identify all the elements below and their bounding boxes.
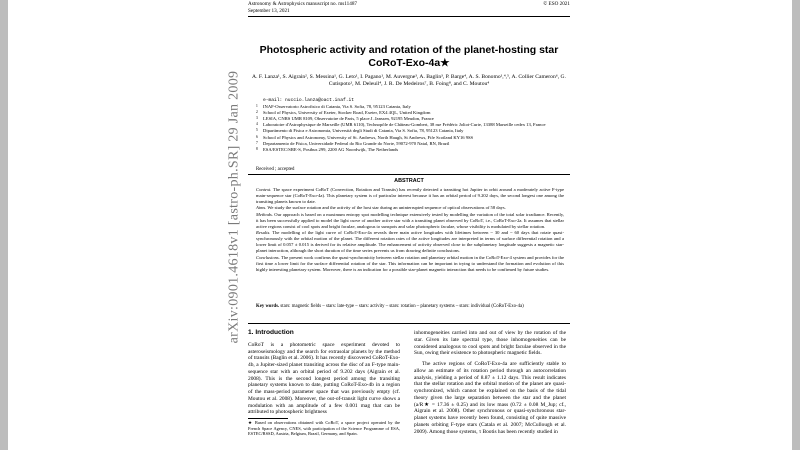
paper-page <box>244 0 574 450</box>
right-paragraph-2: The active regions of CoRoT-Exo-4a are sufficiently stable to allow an estimate of its rotation period through an autocorrelation analysis, yielding a period of 8.87 ± 1.12 days. This result indicates that the stellar rotation and the orbital motion of the planet are quasi-synchronized, which cannot be explained on the basis of the tidal theory given the large separation between the star and the planet (a/R★ = 17.36 ± 0.25) and its low mass (0.72 ± 0.08 M_Jup; cf., Aigrain et al. 2008). Other synchronous or quasi-synchronous star-planet systems have recently been found, consisting of quite massive planets orbiting F-type stars (Catala et al. 2007; McCullough et al. 2009). Among those systems, τ Bootis has been recently studied in <box>414 361 566 435</box>
affiliation-item: 7 Departamento de Física, Universidade Federal do Rio Grande do Norte, 59072-970 Natal, RN, Brazil <box>256 140 450 146</box>
left-margin-strip <box>0 0 8 450</box>
copyright: © ESO 2021 <box>543 1 570 7</box>
abstract-methods: Methods. Our approach is based on a maximum entropy spot modelling technique extensively tested by modelling the variation of the total solar irradiance. Recently, it has been successfully applied to model the light curve of another active star with a transiting planet observed by CoRoT, i.e., CoRoT-Exo-2a. It assumes that stellar active regions consist of cool spots and bright faculae, analogous to sunspots and solar photospheric faculae, whose visibility is modulated by stellar rotation. <box>256 211 564 229</box>
date-line: September 13, 2021 <box>248 8 290 14</box>
affiliation-item: 5 Dipartimento di Fisica e Astronomia, Università degli Studi di Catania, Via S. Sofia, 78, 95123 Catania, Italy <box>256 128 464 134</box>
footnote: ★ Based on observations obtained with CoRoT, a space project operated by the French Space Agency, CNES, with participation of the Science Programme of ESA, ESTEC/RSSD, Austria, Belgium, Brazil, Germany, and Spain. <box>248 420 400 437</box>
affiliation-item: 3 LESIA, CNRS UMR 8109, Observatoire de Paris, 5 place J. Janssen, 92195 Meudon, France <box>256 116 434 122</box>
abstract-heading: ABSTRACT <box>394 178 424 184</box>
header-rule <box>248 16 570 17</box>
title-line-2: CoRoT-Exo-4a★ <box>368 56 450 69</box>
right-margin-strip <box>792 0 800 450</box>
email-line: e-mail: nuccio.lanza@oact.inaf.it <box>263 98 354 103</box>
title-line-1: Photospheric activity and rotation of the planet-hosting star <box>259 44 559 56</box>
right-column <box>414 330 566 439</box>
affiliation-item: 2 School of Physics, University of Exeter, Stocker Road, Exeter, EX4 4QL, United Kingdom <box>256 110 431 116</box>
abstract-aims: Aims. We study the surface rotation and the activity of the host star during an uninterrupted sequence of optical observations of 58 days. <box>256 205 506 211</box>
footnote-rule <box>248 418 288 419</box>
keywords-text: stars: magnetic fields – stars: late-type – stars: activity – stars: rotation – planetary systems – stars: individual (CoRoT-Exo-4a) <box>280 304 524 309</box>
abstract-conclusions: Conclusions. The present work confirms the quasi-synchronicity between stellar rotation and planetary orbital motion in the CoRoT-Exo-4 system and provides for the first time a lower limit for the surface differential rotation of the star. This information can be important in trying to understand the formation and evolution of this highly interesting planetary system. Moreover, there is an indication for a possible star-planet magnetic interaction that needs to be confirmed by future studies. <box>256 254 564 272</box>
right-paragraph-1: inhomogeneities carried into and out of view by the rotation of the star. Given its late spectral type, those inhomogeneities can be considered analogous to cool spots and bright faculae observed in the Sun, owing their existence to photospheric magnetic fields. <box>414 330 566 357</box>
paper-title <box>244 44 574 69</box>
keywords-label: Key words. <box>256 304 280 309</box>
arxiv-id: arXiv:0901.4618v1 [astro-ph.SR] 29 Jan 2009 <box>226 70 241 344</box>
affiliation-item: 6 School of Physics and Astronomy, University of St. Andrews, North Haugh, St Andrews, Fife Scotland KY16 9SS <box>256 134 474 140</box>
affiliation-item: 1 INAF-Osservatorio Astrofisico di Catania, Via S. Sofia, 78, 95123 Catania, Italy <box>256 104 411 110</box>
left-column <box>248 330 400 420</box>
affiliation-item: 4 Laboratoire d'Astrophysique de Marseille (UMR 6110), Technopôle de Château-Gombert, 38 rue Frédéric Joliot-Curie, 13388 Marseille cedex 13, France <box>256 122 546 128</box>
intro-paragraph: CoRoT is a photometric space experiment devoted to asteroseismology and the search for extrasolar planets by the method of transits (Baglin et al. 2006). It has recently discovered CoRoT-Exo-4b, a Jupiter-sized planet transiting across the disc of an F-type main-sequence star with an orbital period of 9.202 days (Aigrain et al. 2008). This is the second longest period among the transiting planetary systems known to date, putting CoRoT-Exo-4b in a region of the mass-period parameter space that was previously empty (cf. Moutou et al. 2008). Moreover, the out-of-transit light curve shows a modulation with an amplitude of a few 0.001 mag that can be attributed to photospheric brightness <box>248 341 400 416</box>
keywords <box>256 304 564 310</box>
abstract-context: Context. The space experiment CoRoT (Convection, Rotation and Transits) has recently detected a transiting hot Jupiter in orbit around a moderately active F-type main-sequence star (CoRoT-Exo-4a). This planetary system is of particular interest because it has an orbital period of 9.202 days, the second longest one among the transiting planets known to date. <box>256 187 564 205</box>
received-line: Received ; accepted <box>256 167 295 172</box>
keywords-rule <box>248 323 570 324</box>
author-list: A. F. Lanza¹, S. Aigrain², S. Messina¹, G. Leto¹, I. Pagano¹, M. Auvergne³, A. Baglin³, P. Barge⁴, A. S. Bonomo¹,⁴,⁵, A. Collier Cameron⁶, G. Cutispoto¹, M. Deleuil⁴, J. R. De Medeiros⁷, B. Foing⁸, and C. Moutou⁴ <box>252 74 566 88</box>
section-heading: 1. Introduction <box>248 329 294 336</box>
abstract-top-rule <box>248 174 570 175</box>
affiliation-item: 8 ESA/ESTEC/SRE-S, Postbus 299, 2200 AG Noordwijk, The Netherlands <box>256 146 399 152</box>
journal-line: Astronomy & Astrophysics manuscript no. ms11487 <box>248 1 358 7</box>
affiliations <box>256 98 564 153</box>
abstract-results: Results. The modelling of the light curve of CoRoT-Exo-4a reveals three main active longitudes with lifetimes between ~ 30 and ~ 60 days that rotate quasi-synchronously with the orbital motion of the planet. The different rotation rates of the active longitudes are interpreted in terms of surface differential rotation and a lower limit of 0.057 ± 0.015 is derived for its relative amplitude. The enhancement of activity observed close to the subplanetary longitude suggests a magnetic star-planet interaction, although the short duration of the time series prevents us from drawing definite conclusions. <box>256 230 564 254</box>
abstract-body <box>256 187 564 273</box>
